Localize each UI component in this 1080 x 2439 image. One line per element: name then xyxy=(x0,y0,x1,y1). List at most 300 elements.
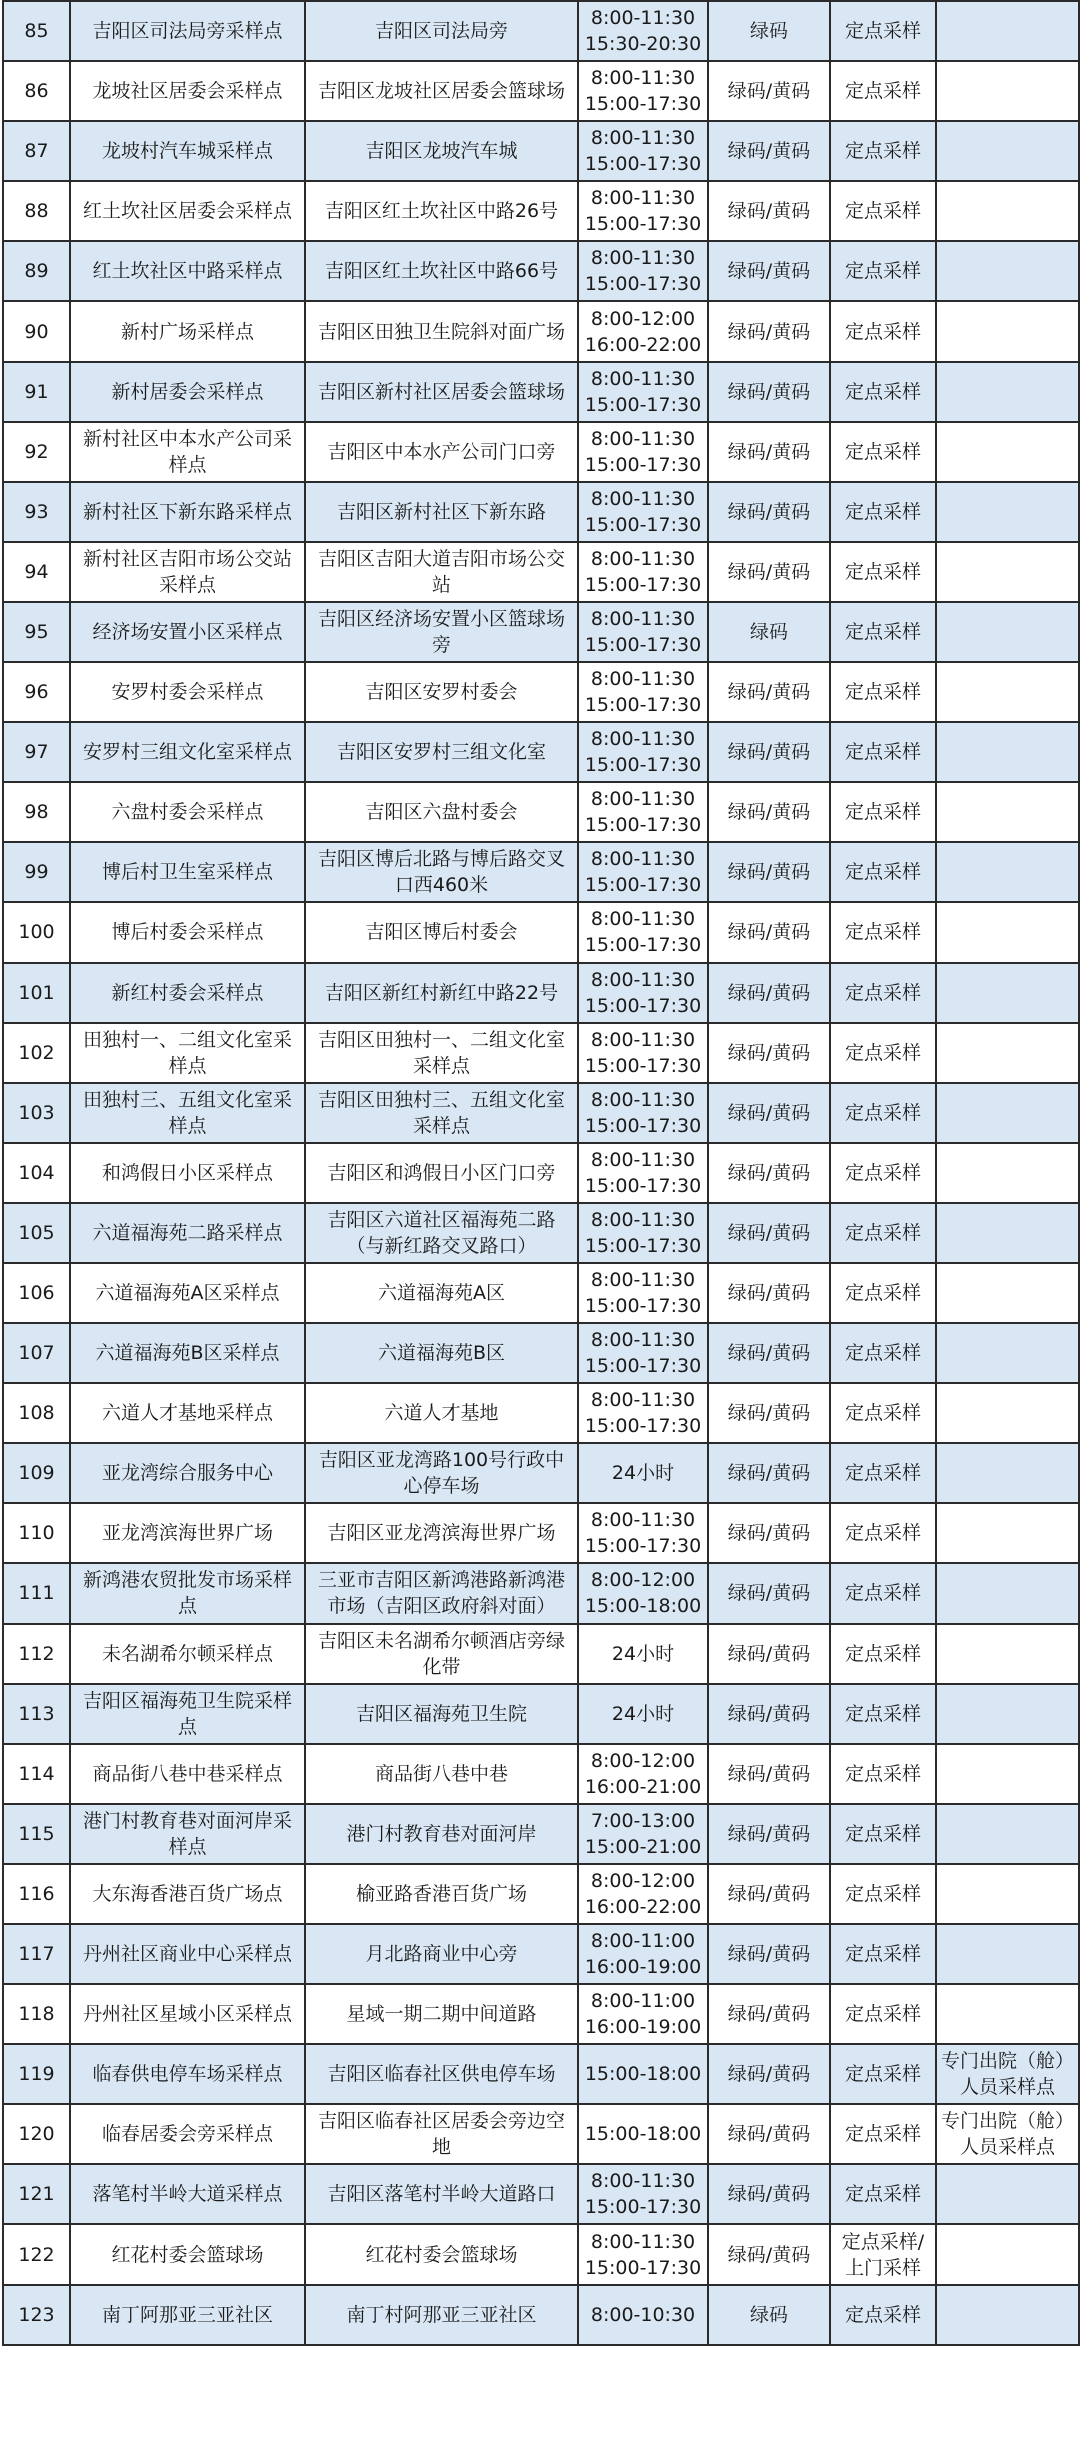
address-cell: 吉阳区博后北路与博后路交叉口西460米 xyxy=(305,842,578,902)
table-row xyxy=(3,362,1079,422)
hours-line: 8:00-11:30 xyxy=(590,187,696,210)
row-number-cell: 106 xyxy=(3,1263,70,1323)
hours-line: 15:00-17:30 xyxy=(584,513,702,536)
hours-line: 8:00-11:30 xyxy=(590,668,696,691)
address-cell: 吉阳区田独卫生院斜对面广场 xyxy=(305,301,578,361)
table-row xyxy=(3,1924,1079,1984)
table-row xyxy=(3,1804,1079,1864)
site-name-cell: 吉阳区司法局旁采样点 xyxy=(70,1,305,61)
note-cell: 专门出院（舱）人员采样点 xyxy=(936,2104,1079,2164)
site-name-cell: 南丁阿那亚三亚社区 xyxy=(70,2285,305,2345)
hours-line: 8:00-10:30 xyxy=(590,2303,696,2326)
sampling-type-cell: 定点采样 xyxy=(830,2164,936,2224)
hours-line: 15:00-17:30 xyxy=(584,153,702,176)
note-cell xyxy=(936,902,1079,962)
hours-line: 15:00-18:00 xyxy=(584,2123,702,2146)
health-code-cell: 绿码/黄码 xyxy=(708,1924,830,1984)
note-cell xyxy=(936,1864,1079,1924)
address-cell: 红花村委会篮球场 xyxy=(305,2224,578,2284)
table-row xyxy=(3,422,1079,482)
site-name-cell: 红花村委会篮球场 xyxy=(70,2224,305,2284)
hours-line: 8:00-11:30 xyxy=(590,427,696,450)
sampling-type-cell: 定点采样 xyxy=(830,1864,936,1924)
hours-line: 24小时 xyxy=(611,1642,675,1665)
note-cell xyxy=(936,602,1079,662)
table-row xyxy=(3,2044,1079,2104)
row-number-cell: 108 xyxy=(3,1383,70,1443)
table-row xyxy=(3,2285,1079,2345)
health-code-cell: 绿码/黄码 xyxy=(708,61,830,121)
row-number-cell: 102 xyxy=(3,1023,70,1083)
sampling-type-cell: 定点采样 xyxy=(830,1984,936,2044)
hours-cell xyxy=(578,422,708,482)
address-cell: 吉阳区博后村委会 xyxy=(305,902,578,962)
hours-line: 24小时 xyxy=(611,1702,675,1725)
note-cell xyxy=(936,422,1079,482)
site-name-cell: 未名湖希尔顿采样点 xyxy=(70,1624,305,1684)
note-cell xyxy=(936,1,1079,61)
health-code-cell: 绿码/黄码 xyxy=(708,1864,830,1924)
hours-line: 8:00-11:30 xyxy=(590,1028,696,1051)
sampling-type-cell: 定点采样 xyxy=(830,2104,936,2164)
hours-line: 8:00-12:00 xyxy=(590,1569,696,1592)
site-name-cell: 吉阳区福海苑卫生院采样点 xyxy=(70,1684,305,1744)
health-code-cell: 绿码 xyxy=(708,1,830,61)
hours-line: 15:00-17:30 xyxy=(584,1415,702,1438)
note-cell xyxy=(936,61,1079,121)
hours-cell xyxy=(578,1684,708,1744)
hours-cell xyxy=(578,902,708,962)
health-code-cell: 绿码/黄码 xyxy=(708,121,830,181)
sampling-type-cell: 定点采样 xyxy=(830,1744,936,1804)
row-number-cell: 109 xyxy=(3,1443,70,1503)
hours-line: 15:00-17:30 xyxy=(584,814,702,837)
sampling-type-cell: 定点采样 xyxy=(830,1263,936,1323)
hours-line: 15:00-17:30 xyxy=(584,2256,702,2279)
site-name-cell: 临春居委会旁采样点 xyxy=(70,2104,305,2164)
table-row xyxy=(3,1263,1079,1323)
hours-line: 15:00-17:30 xyxy=(584,1355,702,1378)
hours-line: 8:00-11:30 xyxy=(590,247,696,270)
site-name-cell: 六盘村委会采样点 xyxy=(70,782,305,842)
hours-cell xyxy=(578,362,708,422)
site-name-cell: 六道福海苑B区采样点 xyxy=(70,1323,305,1383)
note-cell xyxy=(936,963,1079,1023)
site-name-cell: 田独村一、二组文化室采样点 xyxy=(70,1023,305,1083)
health-code-cell: 绿码/黄码 xyxy=(708,722,830,782)
table-row xyxy=(3,181,1079,241)
sampling-type-cell: 定点采样 xyxy=(830,1,936,61)
table-row xyxy=(3,241,1079,301)
note-cell xyxy=(936,1323,1079,1383)
hours-line: 15:30-20:30 xyxy=(584,33,702,56)
sampling-type-cell: 定点采样 xyxy=(830,963,936,1023)
health-code-cell: 绿码/黄码 xyxy=(708,902,830,962)
hours-line: 15:00-17:30 xyxy=(584,93,702,116)
health-code-cell: 绿码/黄码 xyxy=(708,2104,830,2164)
hours-line: 15:00-17:30 xyxy=(584,934,702,957)
hours-line: 15:00-21:00 xyxy=(584,1835,702,1858)
health-code-cell: 绿码/黄码 xyxy=(708,1684,830,1744)
row-number-cell: 119 xyxy=(3,2044,70,2104)
sampling-type-cell: 定点采样 xyxy=(830,181,936,241)
table-row xyxy=(3,61,1079,121)
hours-line: 8:00-11:30 xyxy=(590,1208,696,1231)
hours-line: 15:00-18:00 xyxy=(584,2063,702,2086)
row-number-cell: 94 xyxy=(3,542,70,602)
address-cell: 吉阳区六盘村委会 xyxy=(305,782,578,842)
sampling-type-cell: 定点采样 xyxy=(830,1383,936,1443)
site-name-cell: 田独村三、五组文化室采样点 xyxy=(70,1083,305,1143)
note-cell xyxy=(936,1624,1079,1684)
hours-cell xyxy=(578,1624,708,1684)
address-cell: 吉阳区六道社区福海苑二路（与新红路交叉路口） xyxy=(305,1203,578,1263)
row-number-cell: 111 xyxy=(3,1563,70,1623)
hours-line: 8:00-11:30 xyxy=(590,2230,696,2253)
sampling-type-cell: 定点采样 xyxy=(830,1083,936,1143)
address-cell: 六道福海苑A区 xyxy=(305,1263,578,1323)
hours-cell xyxy=(578,1023,708,1083)
hours-cell xyxy=(578,2104,708,2164)
note-cell xyxy=(936,1263,1079,1323)
address-cell: 月北路商业中心旁 xyxy=(305,1924,578,1984)
hours-line: 8:00-11:30 xyxy=(590,1269,696,1292)
note-cell xyxy=(936,2164,1079,2224)
row-number-cell: 104 xyxy=(3,1143,70,1203)
row-number-cell: 116 xyxy=(3,1864,70,1924)
row-number-cell: 89 xyxy=(3,241,70,301)
row-number-cell: 122 xyxy=(3,2224,70,2284)
address-cell: 吉阳区龙坡汽车城 xyxy=(305,121,578,181)
site-name-cell: 大东海香港百货广场点 xyxy=(70,1864,305,1924)
health-code-cell: 绿码/黄码 xyxy=(708,1083,830,1143)
address-cell: 吉阳区临春社区供电停车场 xyxy=(305,2044,578,2104)
sampling-type-cell: 定点采样 xyxy=(830,1443,936,1503)
hours-cell xyxy=(578,1984,708,2044)
note-cell xyxy=(936,1083,1079,1143)
sampling-type-cell: 定点采样 xyxy=(830,1924,936,1984)
hours-line: 16:00-19:00 xyxy=(584,2016,702,2039)
health-code-cell: 绿码/黄码 xyxy=(708,542,830,602)
hours-cell xyxy=(578,2164,708,2224)
hours-cell xyxy=(578,542,708,602)
hours-line: 8:00-11:00 xyxy=(590,1930,696,1953)
sampling-type-cell: 定点采样 xyxy=(830,902,936,962)
site-name-cell: 新鸿港农贸批发市场采样点 xyxy=(70,1563,305,1623)
hours-line: 8:00-12:00 xyxy=(590,307,696,330)
row-number-cell: 120 xyxy=(3,2104,70,2164)
sampling-type-cell: 定点采样 xyxy=(830,482,936,542)
address-cell: 吉阳区新村社区居委会篮球场 xyxy=(305,362,578,422)
site-name-cell: 新村社区吉阳市场公交站采样点 xyxy=(70,542,305,602)
row-number-cell: 91 xyxy=(3,362,70,422)
sampling-type-cell: 定点采样 xyxy=(830,241,936,301)
hours-line: 15:00-17:30 xyxy=(584,633,702,656)
health-code-cell: 绿码 xyxy=(708,2285,830,2345)
row-number-cell: 95 xyxy=(3,602,70,662)
hours-line: 8:00-11:30 xyxy=(590,127,696,150)
sampling-type-cell: 定点采样 xyxy=(830,542,936,602)
site-name-cell: 临春供电停车场采样点 xyxy=(70,2044,305,2104)
health-code-cell: 绿码/黄码 xyxy=(708,1263,830,1323)
row-number-cell: 115 xyxy=(3,1804,70,1864)
hours-line: 15:00-17:30 xyxy=(584,874,702,897)
hours-cell xyxy=(578,1323,708,1383)
row-number-cell: 105 xyxy=(3,1203,70,1263)
sampling-type-cell: 定点采样 xyxy=(830,1563,936,1623)
row-number-cell: 123 xyxy=(3,2285,70,2345)
table-row xyxy=(3,1083,1079,1143)
hours-line: 15:00-17:30 xyxy=(584,1295,702,1318)
row-number-cell: 92 xyxy=(3,422,70,482)
address-cell: 港门村教育巷对面河岸 xyxy=(305,1804,578,1864)
sampling-type-cell: 定点采样 xyxy=(830,1143,936,1203)
table-row xyxy=(3,2104,1079,2164)
row-number-cell: 121 xyxy=(3,2164,70,2224)
site-name-cell: 博后村委会采样点 xyxy=(70,902,305,962)
table-row xyxy=(3,722,1079,782)
address-cell: 吉阳区福海苑卫生院 xyxy=(305,1684,578,1744)
hours-cell xyxy=(578,1,708,61)
hours-line: 8:00-11:30 xyxy=(590,1148,696,1171)
health-code-cell: 绿码/黄码 xyxy=(708,1624,830,1684)
note-cell xyxy=(936,482,1079,542)
hours-cell xyxy=(578,722,708,782)
hours-line: 15:00-17:30 xyxy=(584,393,702,416)
hours-line: 16:00-22:00 xyxy=(584,333,702,356)
note-cell xyxy=(936,181,1079,241)
row-number-cell: 96 xyxy=(3,662,70,722)
table-row xyxy=(3,2164,1079,2224)
table-row xyxy=(3,1143,1079,1203)
health-code-cell: 绿码/黄码 xyxy=(708,842,830,902)
hours-line: 8:00-11:30 xyxy=(590,547,696,570)
row-number-cell: 112 xyxy=(3,1624,70,1684)
address-cell: 吉阳区亚龙湾滨海世界广场 xyxy=(305,1503,578,1563)
table-row xyxy=(3,1684,1079,1744)
sampling-type-cell: 定点采样 xyxy=(830,842,936,902)
hours-cell xyxy=(578,301,708,361)
site-name-cell: 新红村委会采样点 xyxy=(70,963,305,1023)
health-code-cell: 绿码/黄码 xyxy=(708,782,830,842)
table-row xyxy=(3,542,1079,602)
site-name-cell: 新村社区下新东路采样点 xyxy=(70,482,305,542)
health-code-cell: 绿码/黄码 xyxy=(708,662,830,722)
health-code-cell: 绿码 xyxy=(708,602,830,662)
sampling-type-cell: 定点采样 xyxy=(830,1203,936,1263)
table-row xyxy=(3,121,1079,181)
site-name-cell: 龙坡村汽车城采样点 xyxy=(70,121,305,181)
health-code-cell: 绿码/黄码 xyxy=(708,1503,830,1563)
table-row xyxy=(3,482,1079,542)
hours-line: 8:00-12:00 xyxy=(590,1749,696,1772)
health-code-cell: 绿码/黄码 xyxy=(708,422,830,482)
hours-cell xyxy=(578,1924,708,1984)
hours-cell xyxy=(578,1864,708,1924)
address-cell: 星域一期二期中间道路 xyxy=(305,1984,578,2044)
row-number-cell: 98 xyxy=(3,782,70,842)
note-cell xyxy=(936,1143,1079,1203)
hours-line: 8:00-11:30 xyxy=(590,1329,696,1352)
hours-line: 15:00-17:30 xyxy=(584,1234,702,1257)
address-cell: 吉阳区红土坎社区中路26号 xyxy=(305,181,578,241)
address-cell: 吉阳区龙坡社区居委会篮球场 xyxy=(305,61,578,121)
hours-line: 15:00-17:30 xyxy=(584,754,702,777)
site-name-cell: 六道人才基地采样点 xyxy=(70,1383,305,1443)
row-number-cell: 110 xyxy=(3,1503,70,1563)
row-number-cell: 88 xyxy=(3,181,70,241)
note-cell xyxy=(936,1203,1079,1263)
table-row xyxy=(3,963,1079,1023)
note-cell xyxy=(936,1984,1079,2044)
hours-cell xyxy=(578,782,708,842)
row-number-cell: 103 xyxy=(3,1083,70,1143)
address-cell: 吉阳区田独村三、五组文化室采样点 xyxy=(305,1083,578,1143)
hours-cell xyxy=(578,1263,708,1323)
note-cell xyxy=(936,842,1079,902)
site-name-cell: 红土坎社区中路采样点 xyxy=(70,241,305,301)
health-code-cell: 绿码/黄码 xyxy=(708,1143,830,1203)
health-code-cell: 绿码/黄码 xyxy=(708,1984,830,2044)
sampling-type-cell: 定点采样 xyxy=(830,662,936,722)
note-cell xyxy=(936,722,1079,782)
sampling-type-cell: 定点采样 xyxy=(830,121,936,181)
table-row xyxy=(3,1503,1079,1563)
hours-cell xyxy=(578,602,708,662)
note-cell xyxy=(936,1383,1079,1443)
sampling-sites-table xyxy=(2,0,1080,2346)
site-name-cell: 博后村卫生室采样点 xyxy=(70,842,305,902)
health-code-cell: 绿码/黄码 xyxy=(708,1563,830,1623)
row-number-cell: 93 xyxy=(3,482,70,542)
hours-line: 8:00-11:00 xyxy=(590,1990,696,2013)
health-code-cell: 绿码/黄码 xyxy=(708,1023,830,1083)
sampling-type-cell: 定点采样 xyxy=(830,782,936,842)
table-row xyxy=(3,1744,1079,1804)
table-row xyxy=(3,1563,1079,1623)
note-cell xyxy=(936,2285,1079,2345)
row-number-cell: 85 xyxy=(3,1,70,61)
sampling-type-cell: 定点采样 xyxy=(830,362,936,422)
hours-cell xyxy=(578,662,708,722)
table-row xyxy=(3,1203,1079,1263)
address-cell: 南丁村阿那亚三亚社区 xyxy=(305,2285,578,2345)
table-row xyxy=(3,1624,1079,1684)
hours-line: 15:00-18:00 xyxy=(584,1595,702,1618)
row-number-cell: 118 xyxy=(3,1984,70,2044)
site-name-cell: 六道福海苑A区采样点 xyxy=(70,1263,305,1323)
table-row xyxy=(3,2224,1079,2284)
address-cell: 吉阳区未名湖希尔顿酒店旁绿化带 xyxy=(305,1624,578,1684)
site-name-cell: 安罗村委会采样点 xyxy=(70,662,305,722)
table-row xyxy=(3,1,1079,61)
address-cell: 吉阳区中本水产公司门口旁 xyxy=(305,422,578,482)
hours-line: 8:00-11:30 xyxy=(590,728,696,751)
hours-cell xyxy=(578,241,708,301)
table-row xyxy=(3,902,1079,962)
table-row xyxy=(3,301,1079,361)
site-name-cell: 新村广场采样点 xyxy=(70,301,305,361)
health-code-cell: 绿码/黄码 xyxy=(708,1443,830,1503)
sampling-type-cell: 定点采样 xyxy=(830,2285,936,2345)
site-name-cell: 六道福海苑二路采样点 xyxy=(70,1203,305,1263)
hours-line: 15:00-17:30 xyxy=(584,694,702,717)
hours-line: 24小时 xyxy=(611,1462,675,1485)
address-cell: 吉阳区经济场安置小区篮球场旁 xyxy=(305,602,578,662)
table-row xyxy=(3,1984,1079,2044)
site-name-cell: 新村居委会采样点 xyxy=(70,362,305,422)
hours-cell xyxy=(578,1383,708,1443)
table-row xyxy=(3,662,1079,722)
note-cell xyxy=(936,301,1079,361)
hours-cell xyxy=(578,1503,708,1563)
hours-line: 8:00-11:30 xyxy=(590,1509,696,1532)
site-name-cell: 落笔村半岭大道采样点 xyxy=(70,2164,305,2224)
site-name-cell: 经济场安置小区采样点 xyxy=(70,602,305,662)
site-name-cell: 亚龙湾滨海世界广场 xyxy=(70,1503,305,1563)
note-cell xyxy=(936,1023,1079,1083)
hours-line: 15:00-17:30 xyxy=(584,273,702,296)
note-cell xyxy=(936,782,1079,842)
hours-line: 15:00-17:30 xyxy=(584,2196,702,2219)
row-number-cell: 86 xyxy=(3,61,70,121)
health-code-cell: 绿码/黄码 xyxy=(708,963,830,1023)
hours-cell xyxy=(578,1083,708,1143)
health-code-cell: 绿码/黄码 xyxy=(708,1383,830,1443)
health-code-cell: 绿码/黄码 xyxy=(708,2164,830,2224)
address-cell: 吉阳区安罗村三组文化室 xyxy=(305,722,578,782)
hours-line: 15:00-17:30 xyxy=(584,1535,702,1558)
hours-line: 16:00-22:00 xyxy=(584,1895,702,1918)
sampling-type-cell: 定点采样 xyxy=(830,1023,936,1083)
address-cell: 商品街八巷中巷 xyxy=(305,1744,578,1804)
hours-cell xyxy=(578,482,708,542)
sampling-type-cell: 定点采样 xyxy=(830,602,936,662)
sampling-type-cell: 定点采样 xyxy=(830,722,936,782)
hours-line: 8:00-12:00 xyxy=(590,1869,696,1892)
hours-line: 8:00-11:30 xyxy=(590,607,696,630)
health-code-cell: 绿码/黄码 xyxy=(708,2044,830,2104)
health-code-cell: 绿码/黄码 xyxy=(708,241,830,301)
hours-line: 8:00-11:30 xyxy=(590,968,696,991)
sampling-type-cell: 定点采样/上门采样 xyxy=(830,2224,936,2284)
sampling-type-cell: 定点采样 xyxy=(830,1503,936,1563)
site-name-cell: 亚龙湾综合服务中心 xyxy=(70,1443,305,1503)
sampling-type-cell: 定点采样 xyxy=(830,1624,936,1684)
site-name-cell: 新村社区中本水产公司采样点 xyxy=(70,422,305,482)
note-cell xyxy=(936,1684,1079,1744)
hours-cell xyxy=(578,1203,708,1263)
row-number-cell: 114 xyxy=(3,1744,70,1804)
row-number-cell: 113 xyxy=(3,1684,70,1744)
sampling-type-cell: 定点采样 xyxy=(830,1684,936,1744)
note-cell xyxy=(936,542,1079,602)
hours-line: 15:00-17:30 xyxy=(584,213,702,236)
hours-line: 8:00-11:30 xyxy=(590,1088,696,1111)
hours-line: 8:00-11:30 xyxy=(590,2170,696,2193)
sampling-type-cell: 定点采样 xyxy=(830,61,936,121)
table-body xyxy=(3,1,1079,2345)
table-row xyxy=(3,1383,1079,1443)
note-cell xyxy=(936,1563,1079,1623)
note-cell xyxy=(936,362,1079,422)
address-cell: 吉阳区田独村一、二组文化室采样点 xyxy=(305,1023,578,1083)
row-number-cell: 100 xyxy=(3,902,70,962)
hours-cell xyxy=(578,1804,708,1864)
hours-cell xyxy=(578,2044,708,2104)
site-name-cell: 商品街八巷中巷采样点 xyxy=(70,1744,305,1804)
address-cell: 吉阳区司法局旁 xyxy=(305,1,578,61)
